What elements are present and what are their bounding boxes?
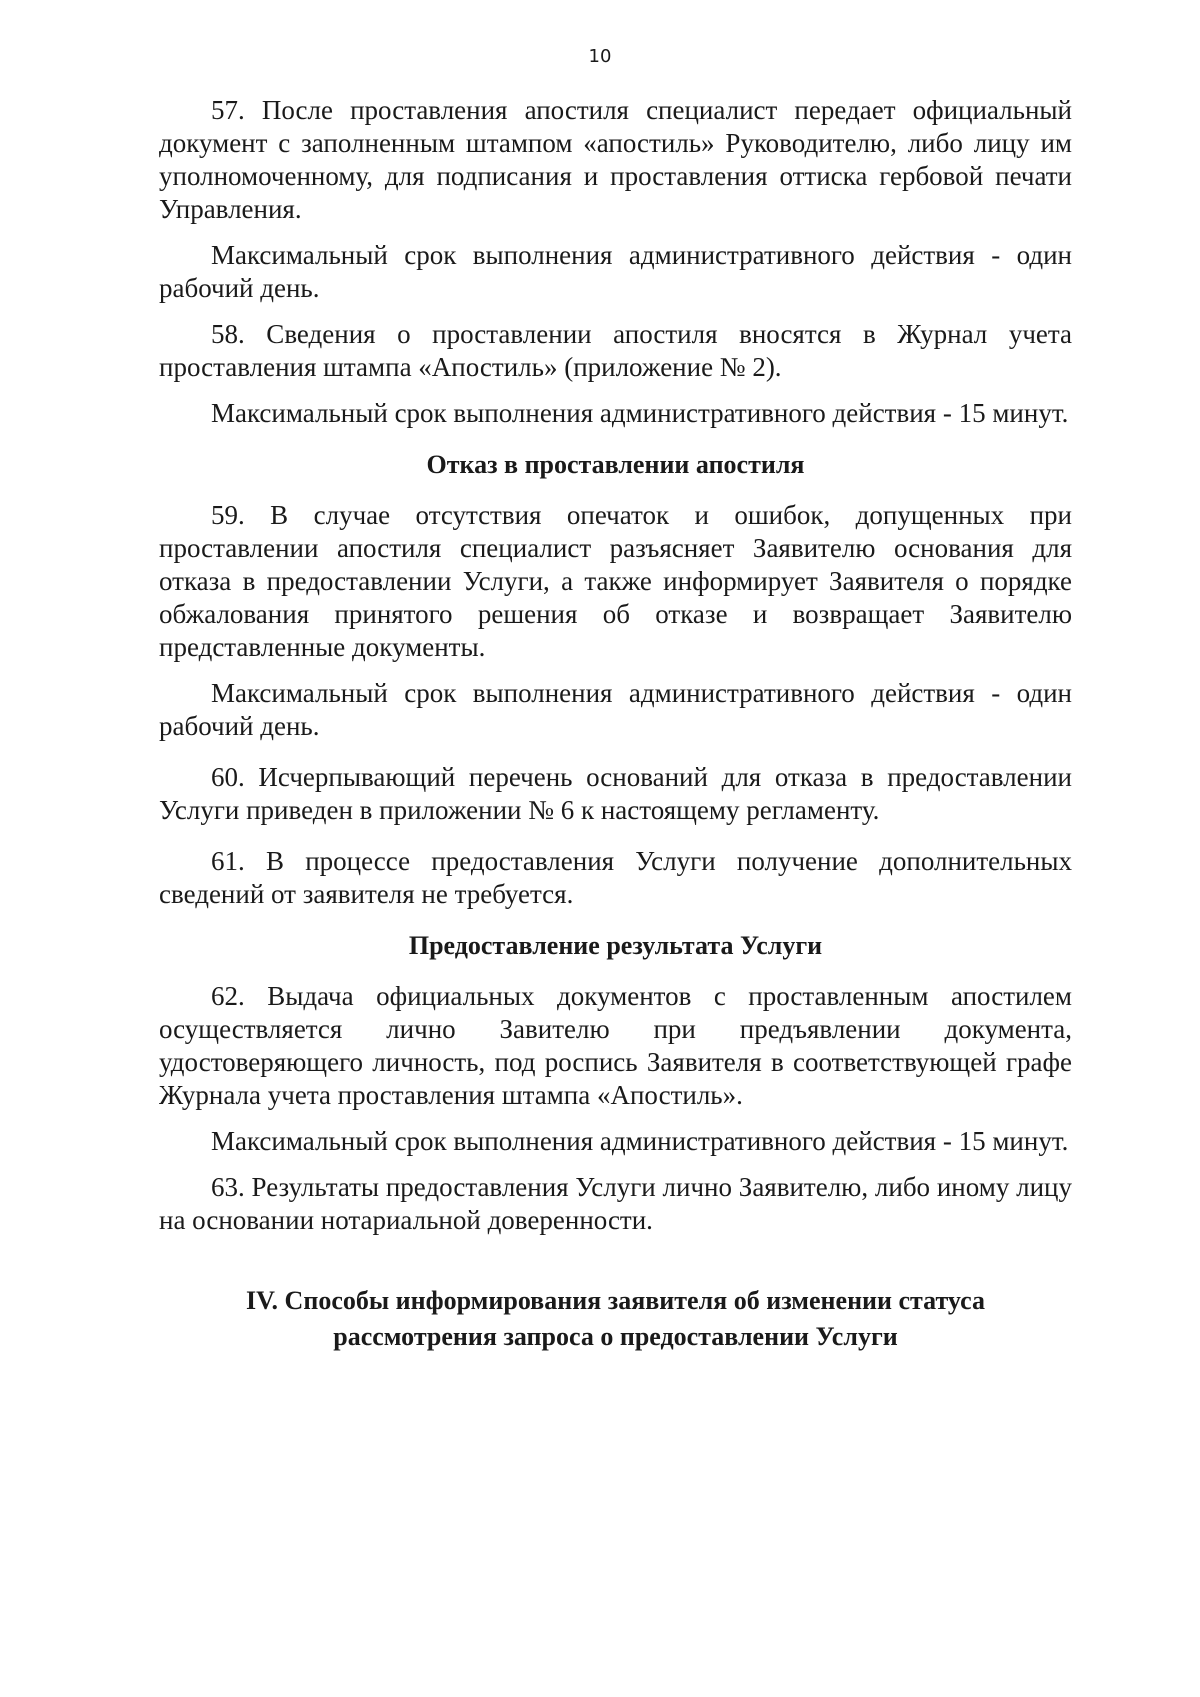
paragraph-62: 62. Выдача официальных документов с проставленным апостилем осуществляется лично Завителю при предъявлении документа, удостоверяющего личность, под роспись Заявителя в соответствующей графе Журнала учета проставления штампа «Апостиль». xyxy=(159,981,1072,1110)
paragraph-62-term: Максимальный срок выполнения административного действия - 15 минут. xyxy=(211,1126,1069,1156)
paragraph-59: 59. В случае отсутствия опечаток и ошибок, допущенных при проставлении апостиля специалист разъясняет Заявителю основания для отказа в предоставлении Услуги, а также информирует Заявителя о порядке обжалования принятого решения об отказе и возвращает Заявителю представленные документы. xyxy=(159,500,1072,662)
paragraph-58-term: Максимальный срок выполнения административного действия - 15 минут. xyxy=(211,398,1069,428)
heading-result: Предоставление результата Услуги xyxy=(408,931,823,960)
paragraph-57-term: Максимальный срок выполнения административного действия - один рабочий день. xyxy=(159,240,1072,303)
paragraph-58: 58. Сведения о проставлении апостиля вносятся в Журнал учета проставления штампа «Апостиль» (приложение № 2). xyxy=(159,319,1072,382)
paragraph-61: 61. В процессе предоставления Услуги получение дополнительных сведений от заявителя не требуется. xyxy=(159,846,1072,909)
document-body xyxy=(159,94,1072,1355)
page-number: 10 xyxy=(588,46,612,67)
heading-refusal: Отказ в проставлении апостиля xyxy=(426,450,805,479)
section-iv-heading-line-2: рассмотрения запроса о предоставлении Услуги xyxy=(333,1322,898,1351)
section-iv-heading-line-1: IV. Способы информирования заявителя об изменении статуса xyxy=(246,1286,985,1315)
paragraph-57: 57. После проставления апостиля специалист передает официальный документ с заполненным штампом «апостиль» Руководителю, либо лицу им уполномоченному, для подписания и проставления оттиска гербовой печати Управления. xyxy=(159,95,1072,224)
paragraph-63: 63. Результаты предоставления Услуги лично Заявителю, либо иному лицу на основании нотариальной доверенности. xyxy=(159,1172,1072,1235)
paragraph-60: 60. Исчерпывающий перечень оснований для отказа в предоставлении Услуги приведен в приложении № 6 к настоящему регламенту. xyxy=(159,762,1072,825)
paragraph-59-term: Максимальный срок выполнения административного действия - один рабочий день. xyxy=(159,678,1072,741)
section-iv-heading xyxy=(159,1283,1072,1355)
